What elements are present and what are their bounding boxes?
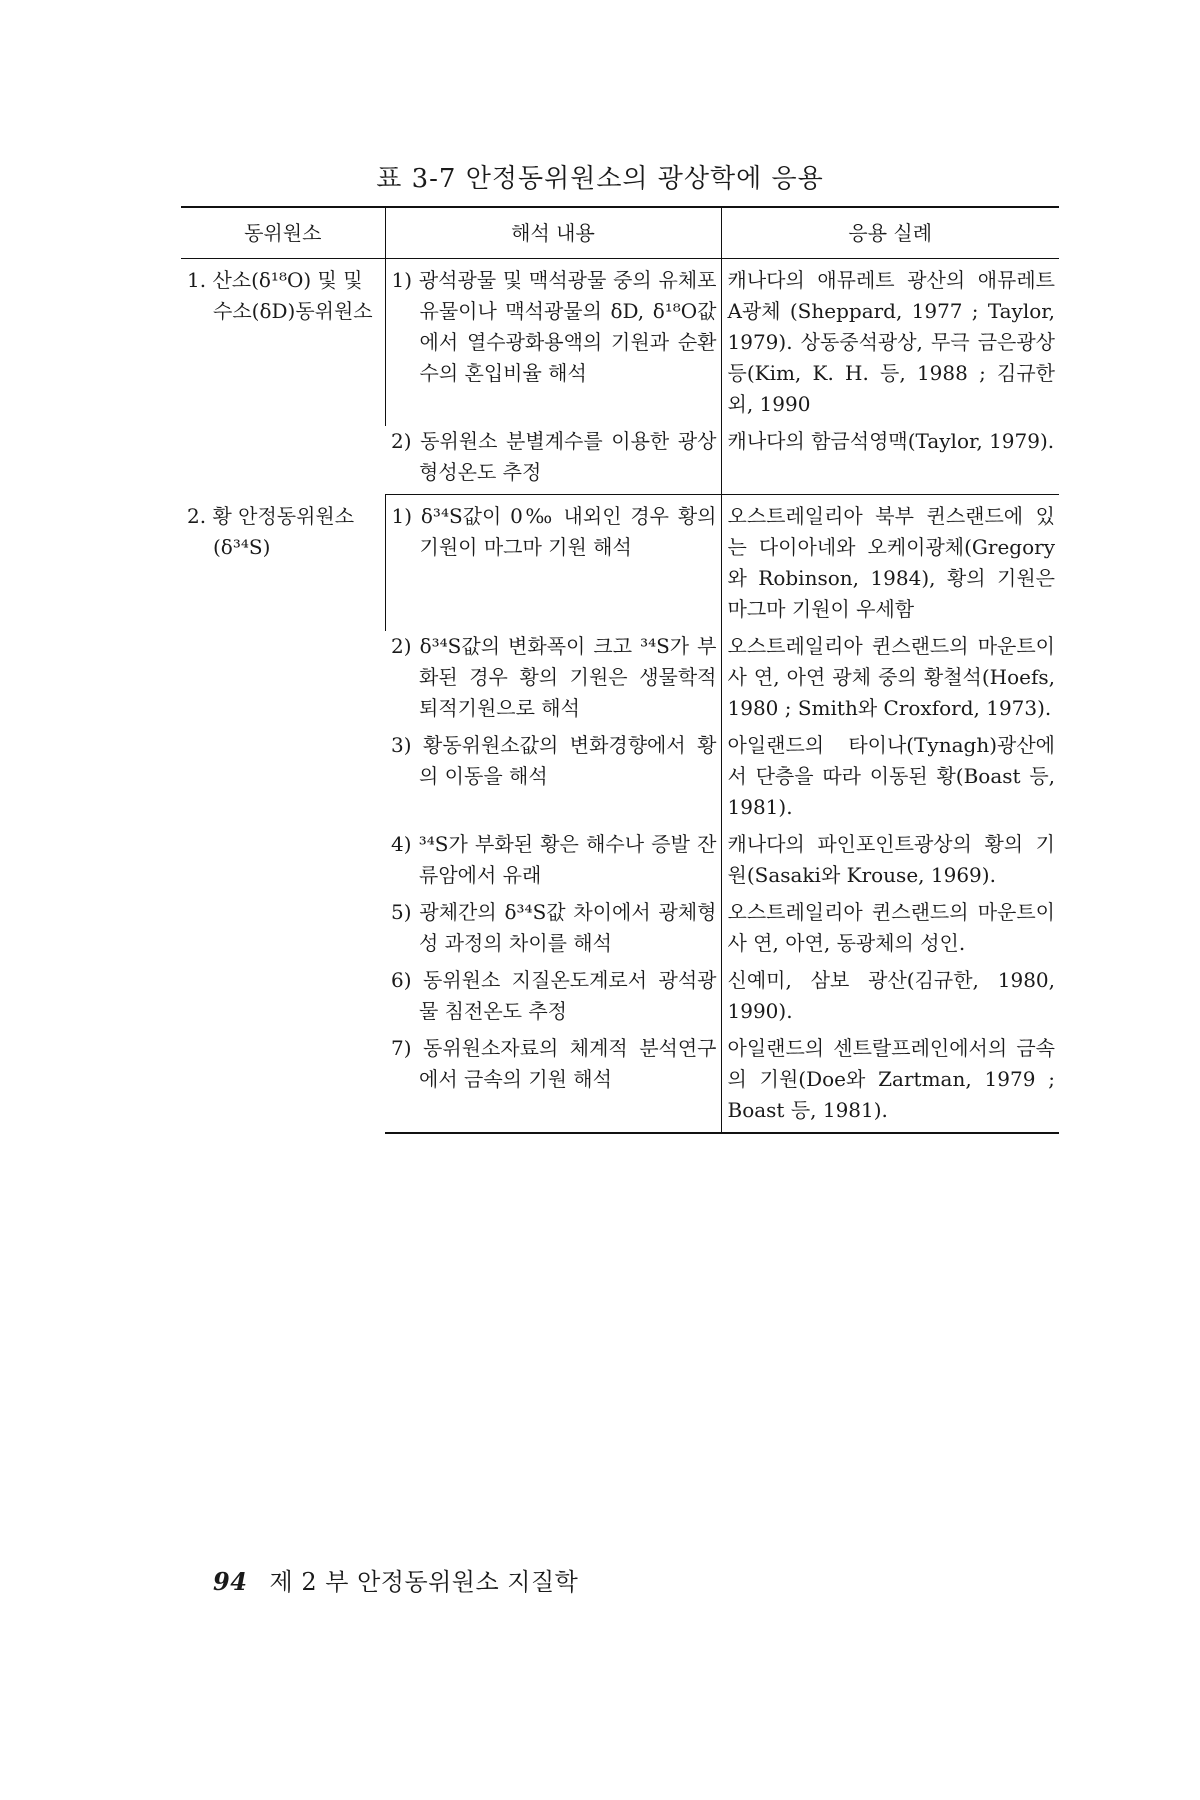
example-text: 캐나다의 함금석영맥(Taylor, 1979). [727,429,1055,453]
example-text: 아일랜드의 타이나(Tynagh)광산에서 단층을 따라 이동된 황(Boast 등, 1981). [727,733,1055,819]
page-footer [213,1562,578,1597]
interpretation-cell [385,730,721,829]
category-label: 황 안정동위원소(δ³⁴S) [212,503,355,559]
item-number: 7) [391,1036,412,1060]
interpretation-cell [385,829,721,897]
example-cell [721,495,1059,632]
example-text: 오스트레일리아 퀸스랜드의 마운트이사 연, 아연, 동광체의 성인. [727,900,1055,955]
item-number: 6) [391,968,412,992]
interpretation-text: 동위원소자료의 체계적 분석연구에서 금속의 기원 해석 [419,1036,717,1091]
example-cell [721,631,1059,730]
interpretation-cell [385,897,721,965]
example-cell [721,259,1059,427]
example-text: 신예미, 삼보 광산(김규한, 1980, 1990). [727,968,1055,1023]
isotope-application-table [181,206,1059,1134]
interpretation-text: δ³⁴S값이 0‰ 내외인 경우 황의 기원이 마그마 기원 해석 [419,504,717,559]
interpretation-cell [385,631,721,730]
item-number: 5) [391,900,412,924]
table-header-row [181,207,1059,259]
interpretation-text: 동위원소 지질온도계로서 광석광물 침전온도 추정 [419,968,717,1023]
category-number: 2. [187,503,207,528]
table-row [181,495,1059,632]
header-example: 응용 실례 [721,207,1059,259]
interpretation-cell [385,1033,721,1133]
interpretation-text: δ³⁴S값의 변화폭이 크고 ³⁴S가 부화된 경우 황의 기원은 생물학적 퇴적기원으로 해석 [419,634,717,720]
example-cell [721,426,1059,495]
part-label: 제 2 부 안정동위원소 지질학 [269,1568,579,1596]
example-cell [721,965,1059,1033]
header-isotope: 동위원소 [181,207,385,259]
example-text: 캐나다의 애뮤레트 광산의 애뮤레트 A광체 (Sheppard, 1977 ; Taylor, 1979). 상동중석광상, 무극 금은광상 등(Kim, K. H. 등, 1988 ; 김규한 외, 1990 [727,268,1055,416]
example-text: 아일랜드의 센트랄프레인에서의 금속의 기원(Doe와 Zartman, 1979 ; Boast 등, 1981). [727,1036,1055,1122]
page-number: 94 [213,1567,248,1596]
interpretation-text: ³⁴S가 부화된 황은 해수나 증발 잔류암에서 유래 [418,832,717,887]
interpretation-cell [385,965,721,1033]
interpretation-text: 동위원소 분별계수를 이용한 광상형성온도 추정 [419,429,717,484]
example-text: 캐나다의 파인포인트광상의 황의 기원(Sasaki와 Krouse, 1969). [727,832,1055,887]
header-interpretation: 해석 내용 [385,207,721,259]
item-number: 4) [391,832,412,856]
example-cell [721,730,1059,829]
example-text: 오스트레일리아 북부 퀸스랜드에 있는 다이아네와 오케이광체(Gregory와 Robinson, 1984), 황의 기원은 마그마 기원이 우세함 [727,504,1055,621]
interpretation-cell [385,426,721,495]
item-number: 2) [391,429,412,453]
example-cell [721,829,1059,897]
table-caption: 표 3-7 안정동위원소의 광상학에 응용 [376,164,824,194]
interpretation-cell [385,259,721,427]
item-number: 3) [391,733,412,757]
example-cell [721,1033,1059,1133]
category-number: 1. [187,268,207,292]
example-text: 오스트레일리아 퀸스랜드의 마운트이사 연, 아연 광체 중의 황철석(Hoefs, 1980 ; Smith와 Croxford, 1973). [727,634,1055,720]
interpretation-text: 광체간의 δ³⁴S값 차이에서 광체형성 과정의 차이를 해석 [419,900,717,955]
category-cell [181,259,385,495]
category-cell [181,495,385,1134]
table-row [181,259,1059,427]
interpretation-text: 광석광물 및 맥석광물 중의 유체포유물이나 맥석광물의 δD, δ¹⁸O값에서 열수광화용액의 기원과 순환수의 혼입비율 해석 [418,268,717,385]
item-number: 2) [391,634,412,658]
item-number: 1) [391,504,413,528]
interpretation-cell [385,495,721,632]
item-number: 1) [391,268,413,292]
interpretation-text: 황동위원소값의 변화경향에서 황의 이동을 해석 [419,733,717,788]
example-cell [721,897,1059,965]
category-label: 산소(δ¹⁸O) 및 및 수소(δD)동위원소 [212,268,373,323]
